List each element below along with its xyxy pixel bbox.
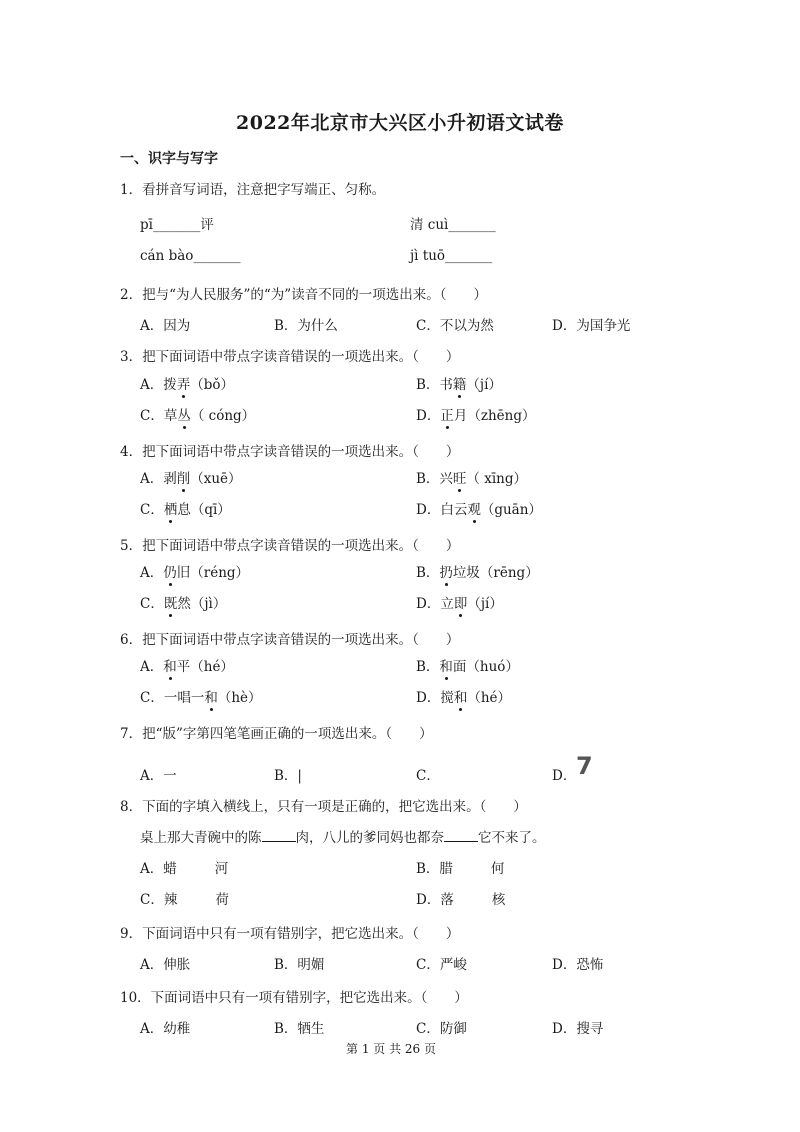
question-4-stem: 4．把下面词语中带点字读音错误的一项选出来。（ ） <box>120 444 460 460</box>
q1-item-2: 清 cuì_______ <box>410 217 496 233</box>
q9-option-a: A．伸胀 <box>140 957 191 973</box>
q4-option-c: C．栖息（qī） <box>140 502 231 518</box>
q9-option-b: B．明媚 <box>274 957 325 973</box>
section-heading: 一、识字与写字 <box>120 151 218 167</box>
question-2-stem: 2．把与“为人民服务”的“为”读音不同的一项选出来。（ ） <box>120 287 487 303</box>
q2-option-c: C．不以为然 <box>416 318 494 334</box>
emphasis-dot-char: 旺 <box>452 471 467 487</box>
q10-option-c: C．防御 <box>416 1021 467 1037</box>
q9-option-c: C．严峻 <box>416 957 467 973</box>
question-1-stem: 1．看拼音写词语，注意把字写端正、匀称。 <box>120 182 386 198</box>
q5-option-c: C．既然（jì） <box>140 596 227 612</box>
q7-option-c: C． <box>416 768 440 784</box>
q7-option-b: B．| <box>274 768 302 784</box>
emphasis-dot-char: 削 <box>176 471 191 487</box>
q6-option-d: D．搅和（hé） <box>416 690 512 706</box>
emphasis-dot-char: 栖 <box>163 502 178 518</box>
question-10-stem: 10．下面词语中只有一项有错别字，把它选出来。（ ） <box>120 990 468 1006</box>
emphasis-dot-char: 扔 <box>439 565 453 581</box>
q3-option-c: C．草丛（ cóng） <box>140 408 256 424</box>
q1-item-1: pī_______评 <box>140 217 214 233</box>
q7-option-a: A．一 <box>140 768 177 784</box>
q8-option-b: B．腊 何 <box>416 861 505 877</box>
emphasis-dot-char: 弄 <box>176 377 191 393</box>
q8-option-d: D．落 核 <box>416 892 506 908</box>
q4-option-d: D．白云观（guān） <box>416 502 542 518</box>
q10-option-d: D．搜寻 <box>552 1021 604 1037</box>
emphasis-dot-char: 和 <box>163 659 177 675</box>
q1-item-4: jì tuō_______ <box>410 248 493 264</box>
q5-option-a: A．仍旧（réng） <box>140 565 250 581</box>
page-title: 2022年北京市大兴区小升初语文试卷 <box>236 112 564 134</box>
question-3-stem: 3．把下面词语中带点字读音错误的一项选出来。（ ） <box>120 349 460 365</box>
q3-option-a: A．拨弄（bǒ） <box>140 377 235 393</box>
q6-option-b: B．和面（huó） <box>416 659 519 675</box>
q2-option-b: B．为什么 <box>274 318 338 334</box>
q9-option-d: D．恐怖 <box>552 957 604 973</box>
q5-option-b: B．扔垃圾（rēng） <box>416 565 539 581</box>
q3-option-b: B．书籍（jí） <box>416 377 502 393</box>
q1-item-3: cán bào_______ <box>140 248 241 264</box>
question-5-stem: 5．把下面词语中带点字读音错误的一项选出来。（ ） <box>120 538 460 554</box>
question-7-stem: 7．把“版”字第四笔笔画正确的一项选出来。（ ） <box>120 726 433 742</box>
q8-option-c: C．辣 荷 <box>140 892 229 908</box>
q5-option-d: D．立即（jí） <box>416 596 503 612</box>
page-footer: 第 1 页 共 26 页 <box>346 1042 436 1056</box>
q2-option-d: D．为国争光 <box>552 318 631 334</box>
emphasis-dot-char: 丛 <box>177 408 191 424</box>
fill-blank-1 <box>262 829 296 842</box>
emphasis-dot-char: 仍 <box>163 565 177 581</box>
emphasis-dot-char: 和 <box>439 659 453 675</box>
q10-option-a: A．幼稚 <box>140 1021 191 1037</box>
emphasis-dot-char: 和 <box>453 690 468 706</box>
q8-sentence: 桌上那大青碗中的陈 肉，八儿的爹同妈也都奈 它不来了。 <box>140 830 546 846</box>
stroke-glyph-d: 7 <box>576 752 593 780</box>
q3-option-d: D．正月（zhēng） <box>416 408 536 424</box>
question-9-stem: 9．下面词语中只有一项有错别字，把它选出来。（ ） <box>120 926 460 942</box>
q4-option-b: B．兴旺（ xīng） <box>416 471 527 487</box>
emphasis-dot-char: 观 <box>467 502 481 518</box>
emphasis-dot-char: 即 <box>453 596 468 612</box>
q6-option-a: A．和平（hé） <box>140 659 234 675</box>
q4-option-a: A．剥削（xuē） <box>140 471 242 487</box>
q8-option-a: A．蜡 河 <box>140 861 229 877</box>
q10-option-b: B．牺生 <box>274 1021 325 1037</box>
q6-option-c: C．一唱一和（hè） <box>140 690 262 706</box>
question-8-stem: 8．下面的字填入横线上，只有一项是正确的，把它选出来。（ ） <box>120 799 527 815</box>
emphasis-dot-char: 既 <box>163 596 178 612</box>
emphasis-dot-char: 正 <box>440 408 454 424</box>
question-6-stem: 6．把下面词语中带点字读音错误的一项选出来。（ ） <box>120 632 460 648</box>
emphasis-dot-char: 和 <box>204 690 218 706</box>
q2-option-a: A．因为 <box>140 318 191 334</box>
emphasis-dot-char: 籍 <box>452 377 467 393</box>
q7-option-d: D． <box>552 768 577 784</box>
fill-blank-2 <box>444 829 478 842</box>
